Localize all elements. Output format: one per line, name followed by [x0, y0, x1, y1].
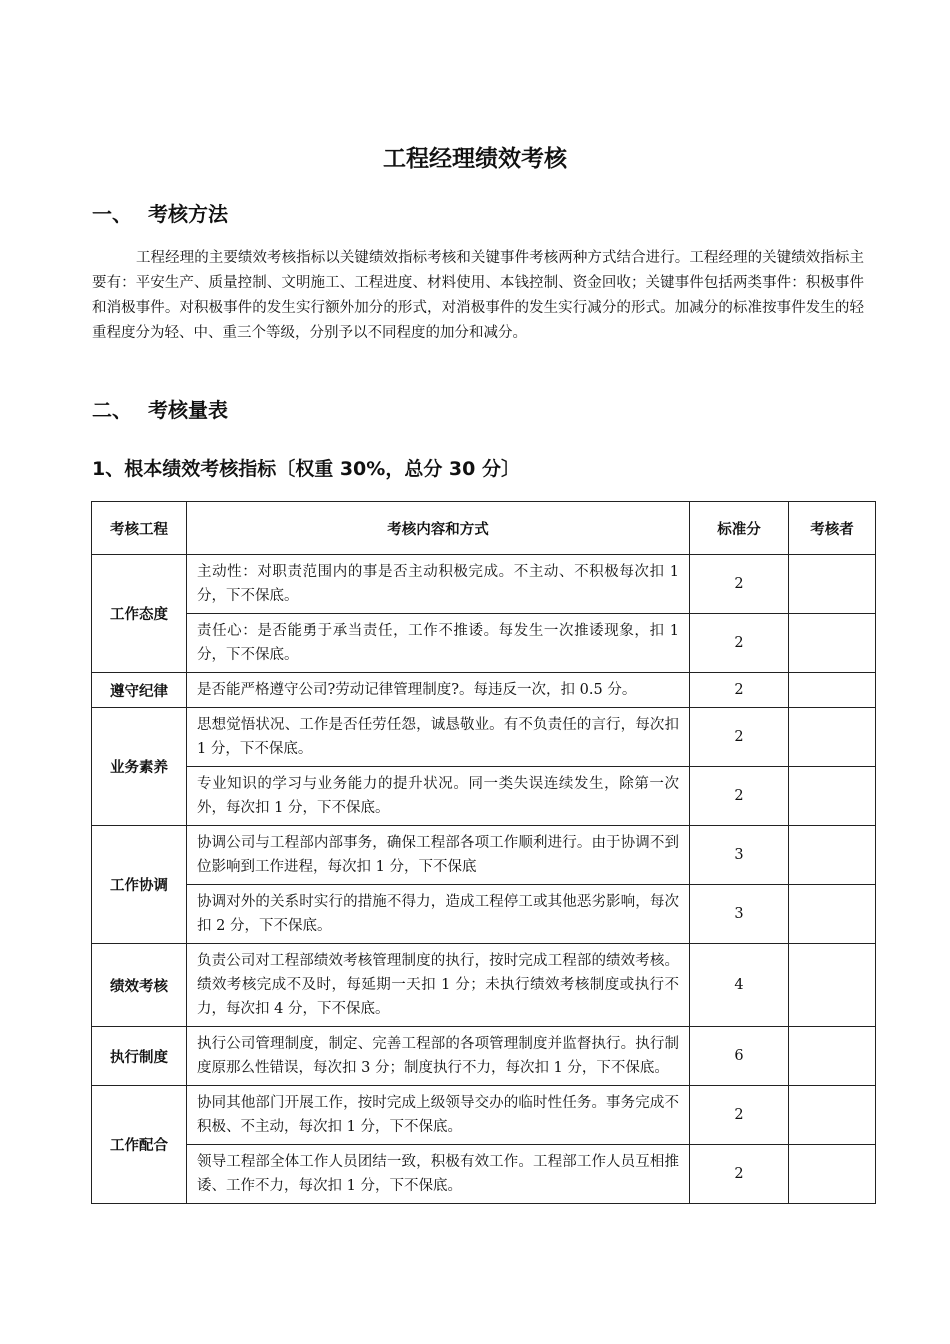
- section-2-heading: [92, 394, 228, 423]
- score-cell: 2: [690, 673, 789, 708]
- content-cell: 专业知识的学习与业务能力的提升状况。同一类失误连续发生，除第一次外，每次扣 1 分，下不保底。: [187, 767, 690, 826]
- table-row: [92, 885, 876, 944]
- content-cell: 协调对外的关系时实行的措施不得力，造成工程停工或其他恶劣影响，每次扣 2 分，下不保底。: [187, 885, 690, 944]
- score-cell: 2: [690, 767, 789, 826]
- score-cell: 6: [690, 1027, 789, 1086]
- rater-cell: [789, 944, 876, 1027]
- content-cell: 协调公司与工程部内部事务，确保工程部各项工作顺利进行。由于协调不到位影响到工作进程，每次扣 1 分，下不保底: [187, 826, 690, 885]
- section-1-heading: [92, 198, 228, 227]
- section-1-number: 一、: [92, 202, 132, 226]
- score-cell: 3: [690, 826, 789, 885]
- rater-cell: [789, 1027, 876, 1086]
- assessment-table: [91, 501, 876, 1204]
- score-cell: 2: [690, 1145, 789, 1204]
- score-cell: 3: [690, 885, 789, 944]
- header-score: 标准分: [690, 502, 789, 555]
- table-row: [92, 767, 876, 826]
- score-cell: 2: [690, 614, 789, 673]
- table-row: [92, 673, 876, 708]
- score-cell: 2: [690, 708, 789, 767]
- rater-cell: [789, 826, 876, 885]
- category-cell: 绩效考核: [92, 944, 187, 1027]
- table-row: [92, 826, 876, 885]
- category-cell: 工作协调: [92, 826, 187, 944]
- rater-cell: [789, 708, 876, 767]
- category-cell: 执行制度: [92, 1027, 187, 1086]
- content-cell: 领导工程部全体工作人员团结一致，积极有效工作。工程部工作人员互相推诿、工作不力，每次扣 1 分，下不保底。: [187, 1145, 690, 1204]
- rater-cell: [789, 614, 876, 673]
- rater-cell: [789, 1145, 876, 1204]
- content-cell: 思想觉悟状况、工作是否任劳任怨，诚恳敬业。有不负责任的言行，每次扣 1 分，下不保底。: [187, 708, 690, 767]
- table-row: [92, 555, 876, 614]
- rater-cell: [789, 767, 876, 826]
- method-paragraph: 工程经理的主要绩效考核指标以关键绩效指标考核和关键事件考核两种方式结合进行。工程经理的关键绩效指标主要有：平安生产、质量控制、文明施工、工程进度、材料使用、本钱控制、资金回收；关键事件包括两类事件：积极事件和消极事件。对积极事件的发生实行额外加分的形式，对消极事件的发生实行减分的形式。加减分的标准按事件发生的轻重程度分为轻、中、重三个等级，分别予以不同程度的加分和减分。: [92, 250, 864, 341]
- content-cell: 协同其他部门开展工作，按时完成上级领导交办的临时性任务。事务完成不积极、不主动，每次扣 1 分，下不保底。: [187, 1086, 690, 1145]
- content-cell: 负责公司对工程部绩效考核管理制度的执行，按时完成工程部的绩效考核。绩效考核完成不及时，每延期一天扣 1 分；未执行绩效考核制度或执行不力，每次扣 4 分，下不保底。: [187, 944, 690, 1027]
- content-cell: 是否能严格遵守公司?劳动记律管理制度?。每违反一次，扣 0.5 分。: [187, 673, 690, 708]
- subsection-heading: 1、根本绩效考核指标〔权重 30%，总分 30 分〕: [92, 458, 520, 480]
- score-cell: 2: [690, 1086, 789, 1145]
- table-row: [92, 614, 876, 673]
- category-cell: 业务素养: [92, 708, 187, 826]
- category-cell: 工作态度: [92, 555, 187, 673]
- score-cell: 2: [690, 555, 789, 614]
- header-rater: 考核者: [789, 502, 876, 555]
- table-row: [92, 1145, 876, 1204]
- rater-cell: [789, 555, 876, 614]
- table-header-row: [92, 502, 876, 555]
- header-category: 考核工程: [92, 502, 187, 555]
- section-1-title: 考核方法: [148, 202, 228, 226]
- header-content: 考核内容和方式: [187, 502, 690, 555]
- content-cell: 责任心：是否能勇于承当责任，工作不推诿。每发生一次推诿现象，扣 1 分，下不保底。: [187, 614, 690, 673]
- section-2-number: 二、: [92, 398, 132, 422]
- score-cell: 4: [690, 944, 789, 1027]
- rater-cell: [789, 673, 876, 708]
- table-row: [92, 1086, 876, 1145]
- table-row: [92, 708, 876, 767]
- document-title: 工程经理绩效考核: [383, 146, 567, 172]
- category-cell: 工作配合: [92, 1086, 187, 1204]
- category-cell: 遵守纪律: [92, 673, 187, 708]
- section-2-title: 考核量表: [148, 398, 228, 422]
- content-cell: 执行公司管理制度，制定、完善工程部的各项管理制度并监督执行。执行制度原那么性错误，每次扣 3 分；制度执行不力，每次扣 1 分，下不保底。: [187, 1027, 690, 1086]
- table-row: [92, 1027, 876, 1086]
- rater-cell: [789, 885, 876, 944]
- content-cell: 主动性：对职责范围内的事是否主动积极完成。不主动、不积极每次扣 1 分，下不保底。: [187, 555, 690, 614]
- table-row: [92, 944, 876, 1027]
- rater-cell: [789, 1086, 876, 1145]
